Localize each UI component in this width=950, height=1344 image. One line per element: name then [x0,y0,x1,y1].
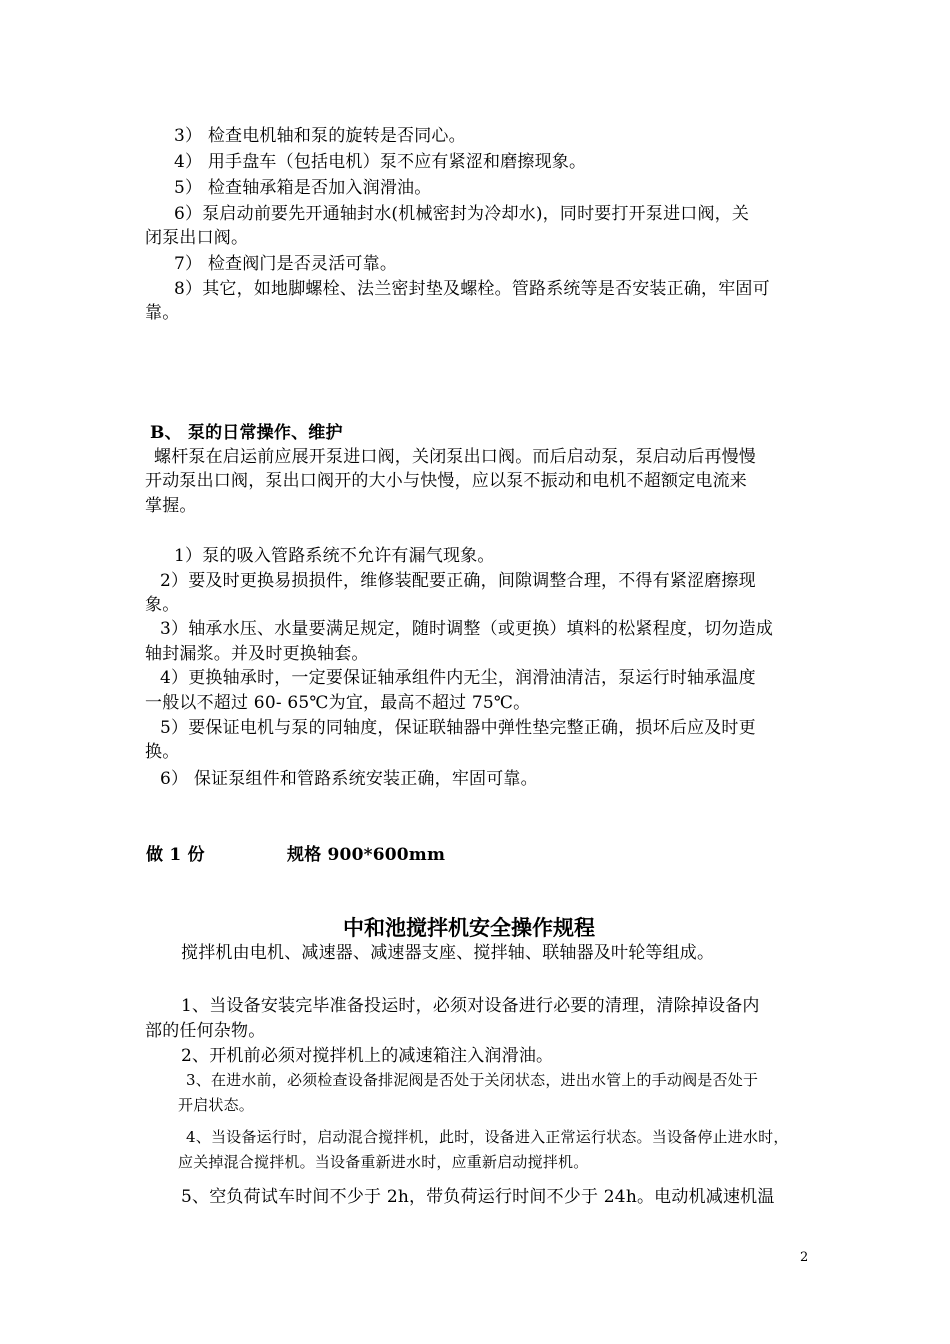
section-b-item-2: 2）要及时更换易损损件，维修装配要正确，间隙调整合理，不得有紧涩磨擦现 [160,571,756,591]
section-a-item-6: 6）泵启动前要先开通轴封水(机械密封为冷却水)，同时要打开泵进口阀，关 [174,204,750,224]
mixer-item-4-cont: 应关掉混合搅拌机。当设备重新进水时，应重新启动搅拌机。 [178,1153,589,1171]
mixer-item-3-cont: 开启状态。 [178,1096,255,1114]
mixer-title: 中和池搅拌机安全操作规程 [343,915,595,940]
section-a-item-8-cont: 靠。 [145,303,180,323]
section-b-item-6: 6） 保证泵组件和管路系统安装正确，牢固可靠。 [160,769,538,789]
page-number: 2 [800,1250,809,1265]
section-a-item-6-cont: 闭泵出口阀。 [145,228,249,248]
section-b-item-3: 3）轴承水压、水量要满足规定，随时调整（或更换）填料的松紧程度，切勿造成 [160,619,774,639]
section-a-item-4: 4） 用手盘车（包括电机）泵不应有紧涩和磨擦现象。 [174,152,587,172]
section-a-item-5: 5） 检查轴承箱是否加入润滑油。 [174,178,432,198]
mixer-item-5: 5、空负荷试车时间不少于 2h，带负荷运行时间不少于 24h。电动机减速机温 [181,1187,775,1207]
section-b-item-5: 5）要保证电机与泵的同轴度，保证联轴器中弹性垫完整正确，损坏后应及时更 [160,718,756,738]
section-b-intro-line-2: 开动泵出口阀，泵出口阀开的大小与快慢，应以泵不振动和电机不超额定电流来 [145,471,747,491]
section-b-heading: B、 泵的日常操作、维护 [150,423,343,443]
section-a-item-3: 3） 检查电机轴和泵的旋转是否同心。 [174,126,466,146]
mixer-intro: 搅拌机由电机、减速器、减速器支座、搅拌轴、联轴器及叶轮等组成。 [181,943,715,963]
section-b-item-5-cont: 换。 [145,742,180,762]
quantity-note: 做 1 份 [146,845,205,865]
spec-note: 规格 900*600mm [287,845,446,865]
section-b-intro-line-3: 掌握。 [145,496,197,516]
mixer-item-2: 2、开机前必须对搅拌机上的减速箱注入润滑油。 [181,1046,554,1066]
section-b-item-4: 4）更换轴承时，一定要保证轴承组件内无尘，润滑油清洁，泵运行时轴承温度 [160,668,756,688]
mixer-item-1-cont: 部的任何杂物。 [145,1021,266,1041]
section-b-intro-line-1: 螺杆泵在启运前应展开泵进口阀，关闭泵出口阀。而后启动泵，泵启动后再慢慢 [154,447,756,467]
section-a-item-8: 8）其它，如地脚螺栓、法兰密封垫及螺栓。管路系统等是否安装正确，牢固可 [174,279,770,299]
section-b-item-4-cont: 一般以不超过 60- 65℃为宜，最高不超过 75℃。 [145,693,531,713]
section-b-item-2-cont: 象。 [145,595,180,615]
section-b-item-1: 1）泵的吸入管路系统不允许有漏气现象。 [174,546,495,566]
section-a-item-7: 7） 检查阀门是否灵活可靠。 [174,254,398,274]
mixer-item-4: 4、当设备运行时，启动混合搅拌机，此时，设备进入正常运行状态。当设备停止进水时， [186,1128,789,1146]
section-b-item-3-cont: 轴封漏浆。并及时更换轴套。 [145,644,369,664]
mixer-item-3: 3、在进水前，必须检查设备排泥阀是否处于关闭状态，进出水管上的手动阀是否处于 [186,1071,759,1089]
mixer-item-1: 1、当设备安装完毕准备投运时，必须对设备进行必要的清理，清除掉设备内 [181,996,760,1016]
